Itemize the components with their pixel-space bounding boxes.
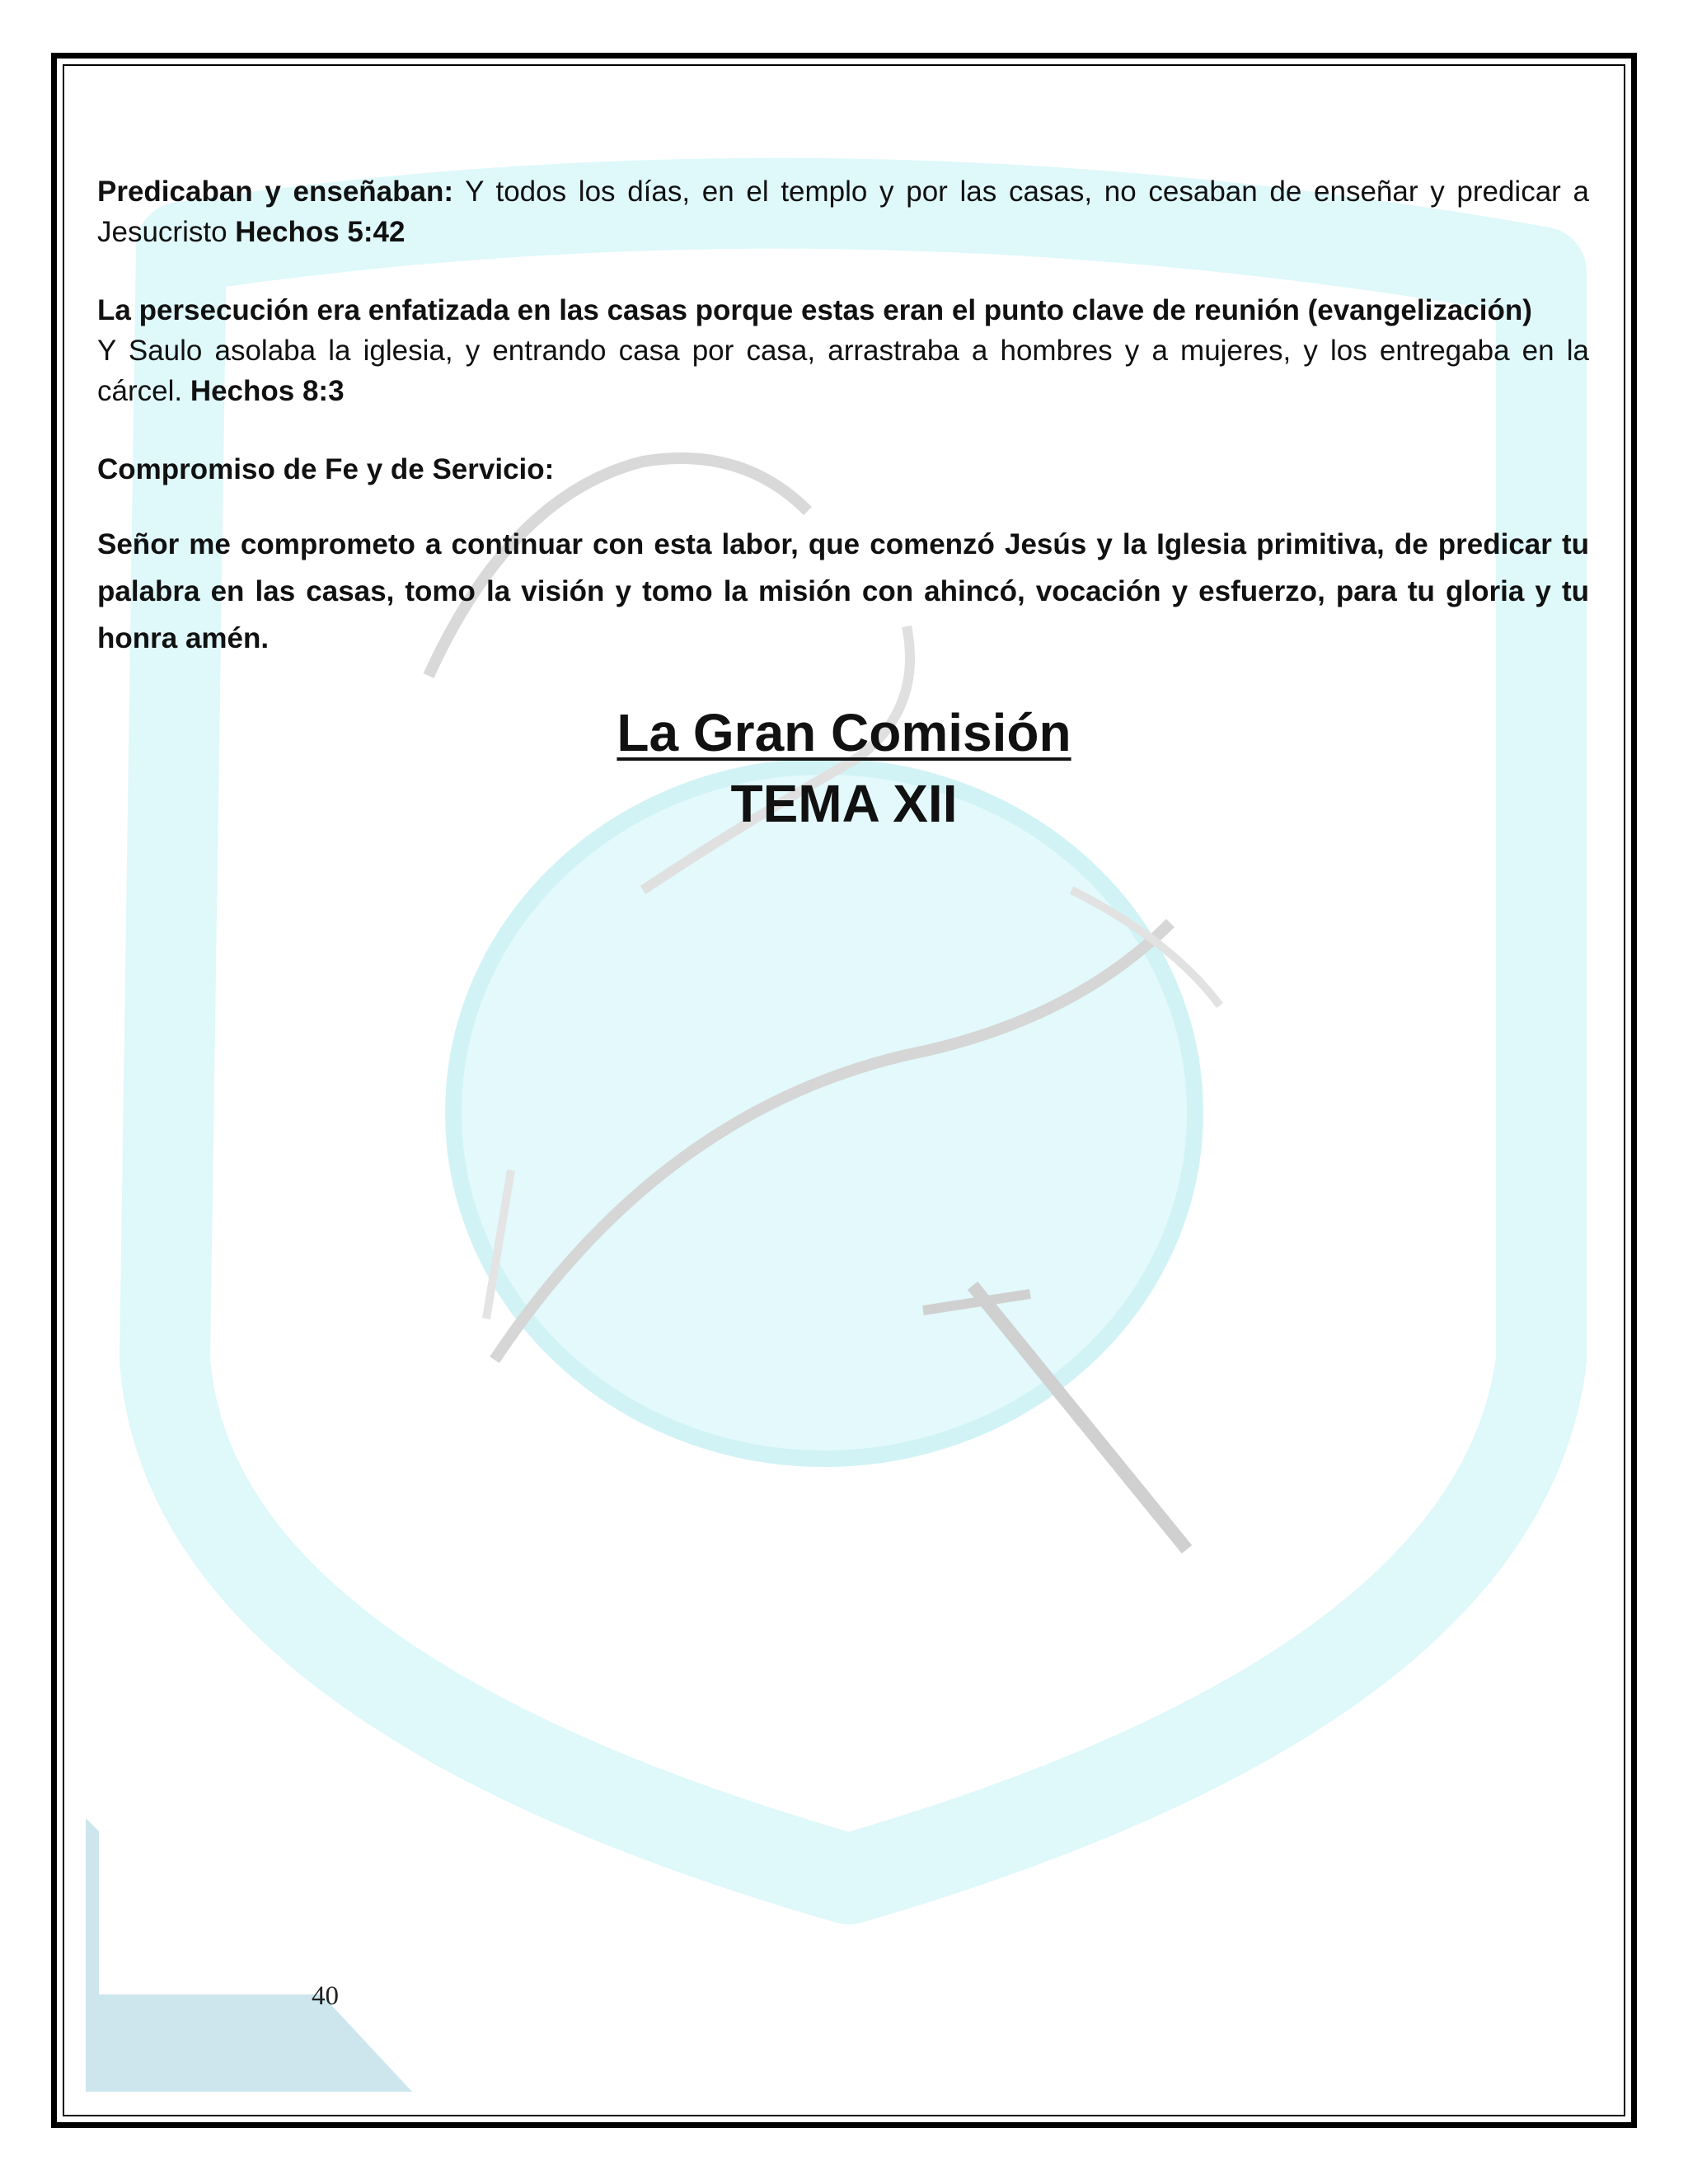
paragraph-commitment: Señor me comprometo a continuar con esta labor, que comenzó Jesús y la Iglesia primitiva, de predicar tu palabra en las casas, tomo la visión y tomo la misión con ahincó, vocación y esfuerzo, para tu gloria y tu honra amén.	[97, 528, 1589, 654]
chapter-title: La Gran Comisión	[617, 703, 1071, 762]
paragraph-heading: La persecución era enfatizada en las casas porque estas eran el punto clave de reunión (evangelización)	[97, 294, 1532, 326]
bible-reference: Hechos 5:42	[235, 216, 406, 248]
section-heading-compromiso: Compromiso de Fe y de Servicio:	[97, 453, 555, 485]
bible-reference: Hechos 8:3	[190, 375, 345, 407]
paragraph-label: Predicaban y enseñaban:	[97, 176, 454, 208]
page-number: 40	[312, 1981, 339, 2011]
paragraph-persecucion	[97, 290, 1589, 411]
chapter-heading	[0, 697, 1688, 839]
paragraph-text: Y todos los días, en el templo y por las casas, no cesaban de enseñar y predicar a Jesucristo	[97, 176, 1589, 248]
paragraph-predicaban	[97, 171, 1589, 252]
document-body	[97, 171, 1589, 700]
paragraph-text: Y Saulo asolaba la iglesia, y entrando casa por casa, arrastraba a hombres y a mujeres, y los entregaba en la cárcel.	[97, 335, 1589, 407]
chapter-subtitle: TEMA XII	[730, 774, 958, 833]
